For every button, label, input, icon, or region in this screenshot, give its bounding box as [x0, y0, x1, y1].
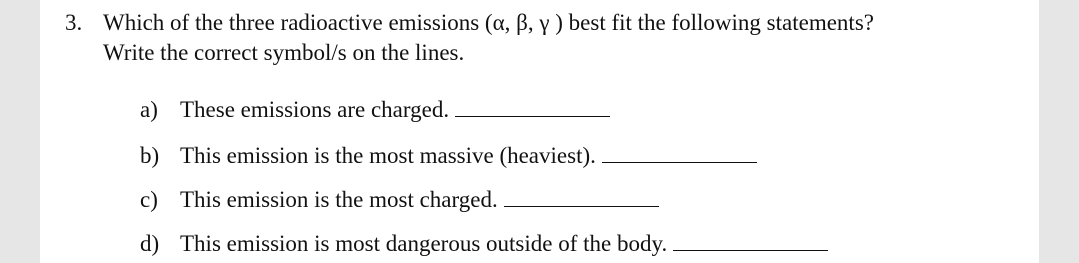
- item-statement: This emission is most dangerous outside of the body.: [180, 231, 668, 256]
- question-instruction: Write the correct symbol/s on the lines.: [103, 40, 465, 65]
- question-number: 3.: [65, 10, 83, 35]
- list-item: [140, 95, 610, 125]
- item-statement: These emissions are charged.: [180, 97, 450, 122]
- question-prompt: Which of the three radioactive emissions (α, β, γ ) best fit the following statements?: [103, 10, 874, 35]
- item-statement: This emission is the most charged.: [180, 187, 498, 212]
- answer-blank[interactable]: [504, 186, 659, 207]
- list-item: [140, 141, 757, 171]
- answer-blank[interactable]: [673, 230, 828, 251]
- worksheet-page: [40, 0, 1039, 263]
- item-letter: c): [140, 187, 158, 212]
- item-letter: d): [140, 231, 160, 256]
- item-letter: b): [140, 143, 160, 168]
- list-item: [140, 185, 659, 215]
- item-statement: This emission is the most massive (heaviest).: [180, 143, 596, 168]
- list-item: [140, 229, 828, 259]
- item-letter: a): [140, 97, 158, 122]
- answer-blank[interactable]: [455, 96, 610, 117]
- answer-blank[interactable]: [602, 142, 757, 163]
